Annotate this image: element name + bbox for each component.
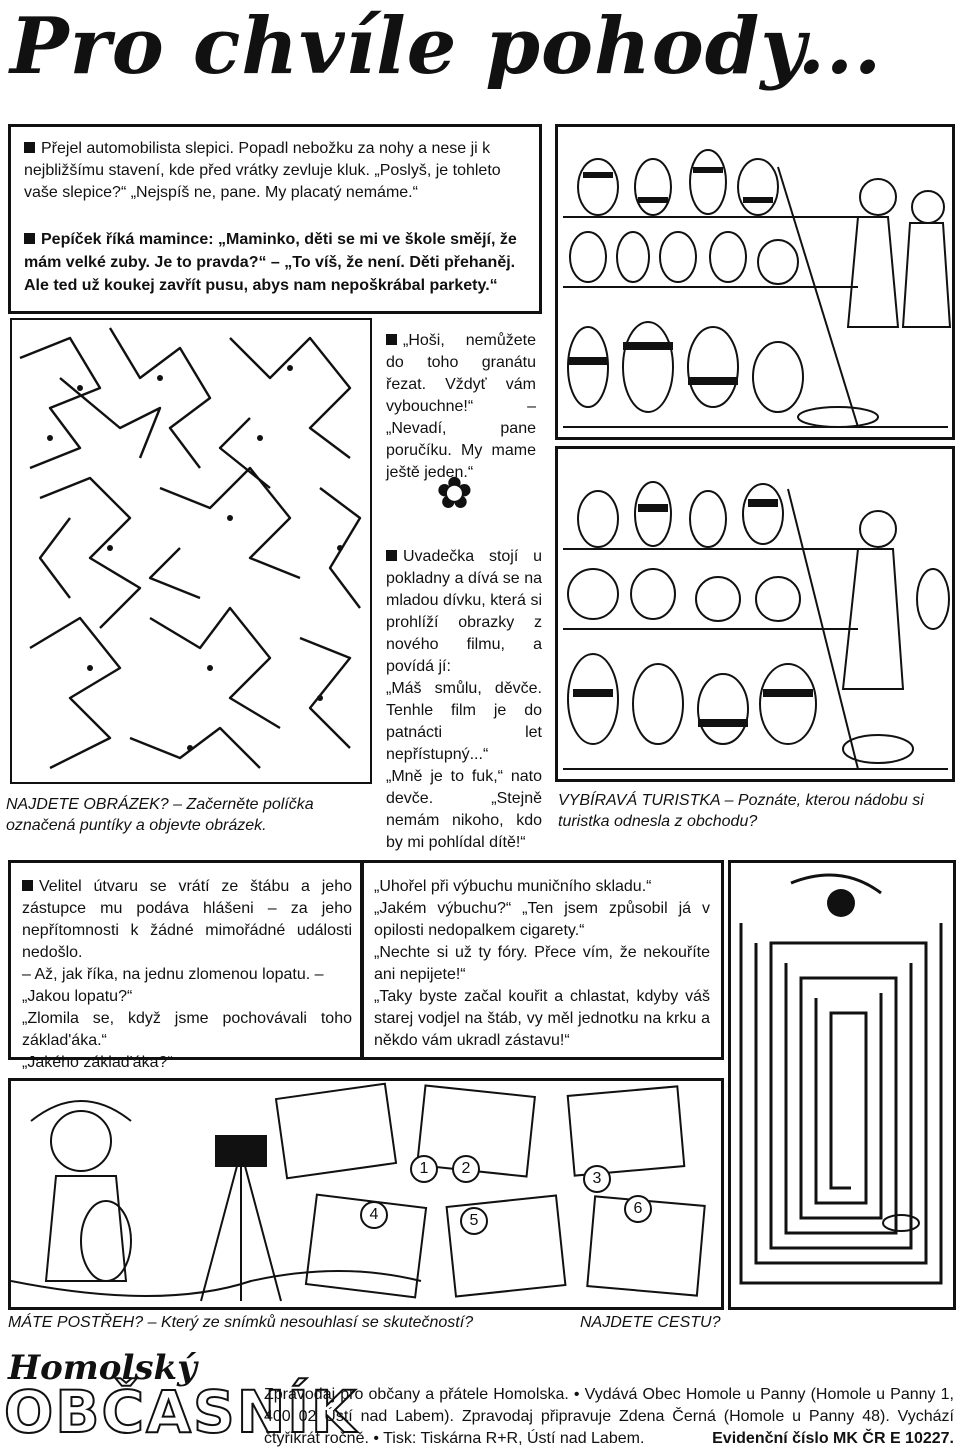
dot-maze-picture xyxy=(10,318,372,784)
photographer-caption: MÁTE POSTŘEH? – Který ze snímků nesouhlasí se skutečností? xyxy=(8,1314,474,1331)
brand-bottom: OBČASNÍK xyxy=(4,1378,358,1446)
path-maze-picture xyxy=(728,860,956,1310)
photo-number-6: 6 xyxy=(624,1195,652,1223)
joke-6: „Uhořel při výbuchu muničního skladu.“ „Jakém výbuchu?“ „Ten jsem způsobil já v opilosti nedopalkem cigarety.“ „Nechte si už ty fóry. Přece vím, že nekouříte ani nepijete!“ „Taky byste začal kouřit a chlastat, kdyby váš starej vodjel na štáb, vy měl jednotku na krku a někdo vám ukradl zástavu!“ xyxy=(374,878,710,1049)
joke-3: „Hoši, nemůžete do toho granátu řezat. Vždyť vám vybouchne!“ – „Nevadí, pane poručíku. My mame ještě jeden.“ xyxy=(386,332,536,481)
brand-top: Homolský xyxy=(8,1348,197,1388)
photographer-picture xyxy=(8,1078,724,1310)
footer-text: Zpravodaj pro občany a přátele Homolska. • Vydává Obec Homole u Panny (Homole u Panny 1, 400 02 Ústí nad Labem). Zpravodaj připravuje Zdena Černá (Homole u Panny 48). Vychází čtyřikrát ročně. • Tisk: Tiskárna R+R, Ústí nad Labem. Evidenční číslo MK ČR E 10227. xyxy=(264,1384,954,1450)
photo-number-4: 4 xyxy=(360,1201,388,1229)
pottery-shop-picture-1 xyxy=(555,124,955,440)
joke-5: Velitel útvaru se vrátí ze štábu a jeho zástupce mu podáva hlášeni – za jeho nepřítomnosti k žádné mimořádné události nedošlo. – Až, jak říka, na jednu zlomenou lopatu. – „Jakou lopatu?“ „Zlomila se, když jsme pochovávali toho základ'áka.“ „Jakého základ'áka?“ xyxy=(22,878,352,1071)
bullet-icon xyxy=(24,142,35,153)
photo-number-5: 5 xyxy=(460,1207,488,1235)
tourist-caption: VYBÍRAVÁ TURISTKA – Poznáte, kterou nádobu si turistka odnesla z obchodu? xyxy=(558,792,924,830)
pottery-shop-picture-2 xyxy=(555,446,955,782)
flower-icon: ✿ xyxy=(436,469,473,518)
joke-1: Přejel automobilista slepici. Popadl nebožku za nohy a nese ji k nejbližšímu stavení, kde před vrátky zevluje kluk. „Poslyš, je tohleto vaše slepice?“ „Nejspíš ne, pane. My placatý nemáme.“ xyxy=(24,140,501,201)
joke-2: Pepíček říká mamince: „Maminko, děti se mi ve škole smějí, že mám velké zuby. Je to pravda?“ – „To víš, že není. Děti přehaněj. Ale ted už koukej zavřít pusu, abys nam nepoškrábal parkety.“ xyxy=(24,231,517,294)
bullet-icon xyxy=(386,334,397,345)
bullet-icon xyxy=(24,233,35,244)
photo-number-3: 3 xyxy=(583,1165,611,1193)
registration-number: Evidenční číslo MK ČR E 10227. xyxy=(712,1430,954,1447)
bullet-icon xyxy=(22,880,33,891)
page-title: Pro chvíle pohody... xyxy=(10,1,883,92)
photo-number-1: 1 xyxy=(410,1155,438,1183)
path-maze-caption: NAJDETE CESTU? xyxy=(580,1314,721,1331)
joke-4: Uvadečka stojí u pokladny a dívá se na mladou dívku, která si prohlíží obrazky z nového filmu, a povídá jí: „Máš smůlu, děvče. Tenhle film je do patnácti let nepřístupný...“ „Mně je to fuk,“ nato devče. „Stejně nemám nikoho, kdo by mi pohlídal dítě!“ xyxy=(386,548,542,851)
bullet-icon xyxy=(386,550,397,561)
dot-maze-caption: NAJDETE OBRÁZEK? – Začerněte políčka označená puntíky a objevte obrázek. xyxy=(6,796,314,834)
photo-number-2: 2 xyxy=(452,1155,480,1183)
